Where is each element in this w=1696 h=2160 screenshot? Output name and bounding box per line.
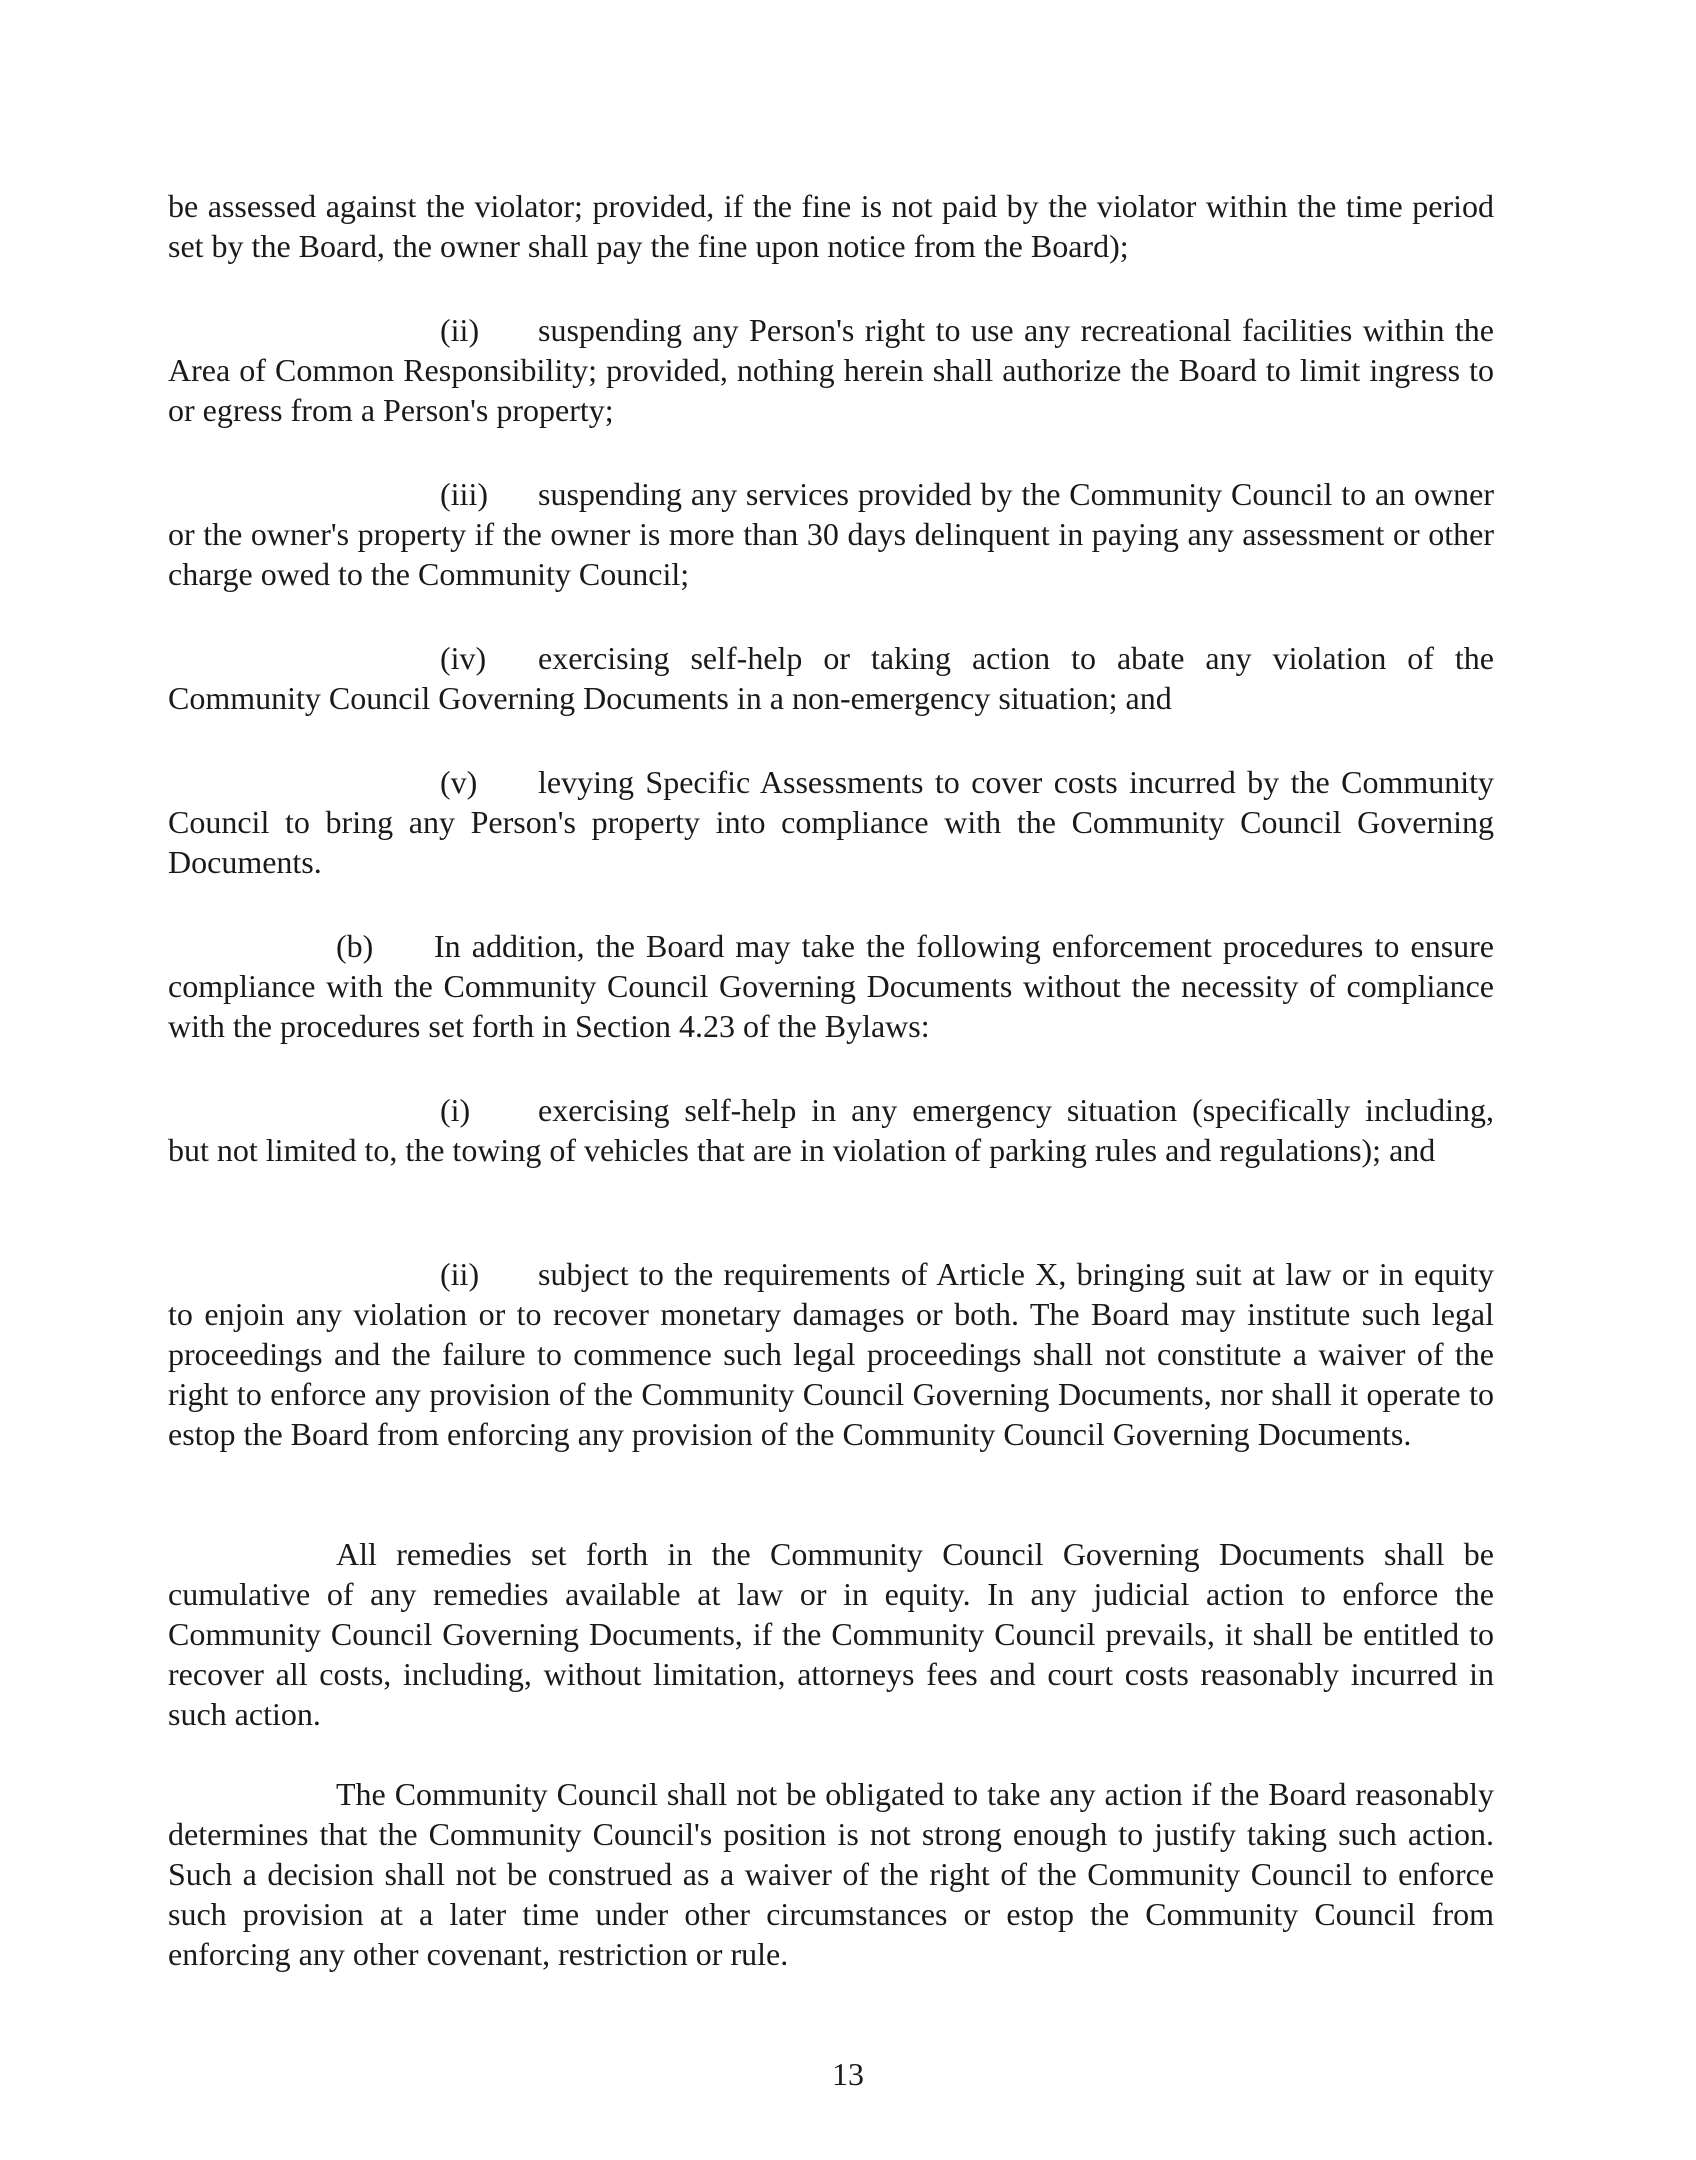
- page-number: 13: [832, 2056, 864, 2092]
- list-marker: (iv): [440, 640, 487, 676]
- list-marker: (ii): [440, 1256, 480, 1292]
- list-marker: (iii): [440, 476, 488, 512]
- paragraph-b-ii: (ii) subject to the requirements of Article X, bringing suit at law or in equity to enjoin any violation or to recover monetary damages or both. The Board may institute such legal proceedings and the failure to commence such legal proceedings shall not constitute a waiver of the right to enforce any provision of the Community Council Governing Documents, nor shall it operate to estop the Board from enforcing any provision of the Community Council Governing Documents.: [168, 1256, 1494, 1452]
- list-marker: (i): [440, 1092, 471, 1128]
- paragraph-a-iv: (iv) exercising self-help or taking action to abate any violation of the Community Council Governing Documents in a non-emergency situation; and: [168, 640, 1494, 716]
- paragraph-a-ii: (ii) suspending any Person's right to use any recreational facilities within the Area of Common Responsibility; provided, nothing herein shall authorize the Board to limit ingress to or egress from a Person's property;: [168, 312, 1494, 428]
- paragraph-remedies: All remedies set forth in the Community Council Governing Documents shall be cumulative of any remedies available at law or in equity. In any judicial action to enforce the Community Council Governing Documents, if the Community Council prevails, it shall be entitled to recover all costs, including, without limitation, attorneys fees and court costs reasonably incurred in such action.: [168, 1536, 1494, 1732]
- paragraph-continued-fine: be assessed against the violator; provided, if the fine is not paid by the violator within the time period set by the Board, the owner shall pay the fine upon notice from the Board);: [168, 188, 1494, 264]
- paragraph-b-i: (i) exercising self-help in any emergency situation (specifically including, but not limited to, the towing of vehicles that are in violation of parking rules and regulations); and: [168, 1092, 1494, 1168]
- list-marker: (b): [336, 928, 374, 964]
- list-marker: (ii): [440, 312, 480, 348]
- list-marker: (v): [440, 764, 478, 800]
- paragraph-not-obligated: The Community Council shall not be obligated to take any action if the Board reasonably determines that the Community Council's position is not strong enough to justify taking such action. Such a decision shall not be construed as a waiver of the right of the Community Council to enforce such provision at a later time under other circumstances or estop the Community Council from enforcing any other covenant, restriction or rule.: [168, 1776, 1494, 1972]
- paragraph-b: (b) In addition, the Board may take the following enforcement procedures to ensure compliance with the Community Council Governing Documents without the necessity of compliance with the procedures set forth in Section 4.23 of the Bylaws:: [168, 928, 1494, 1044]
- paragraph-a-iii: (iii) suspending any services provided by the Community Council to an owner or the owner's property if the owner is more than 30 days delinquent in paying any assessment or other charge owed to the Community Council;: [168, 476, 1494, 592]
- paragraph-a-v: (v) levying Specific Assessments to cover costs incurred by the Community Council to bring any Person's property into compliance with the Community Council Governing Documents.: [168, 764, 1494, 880]
